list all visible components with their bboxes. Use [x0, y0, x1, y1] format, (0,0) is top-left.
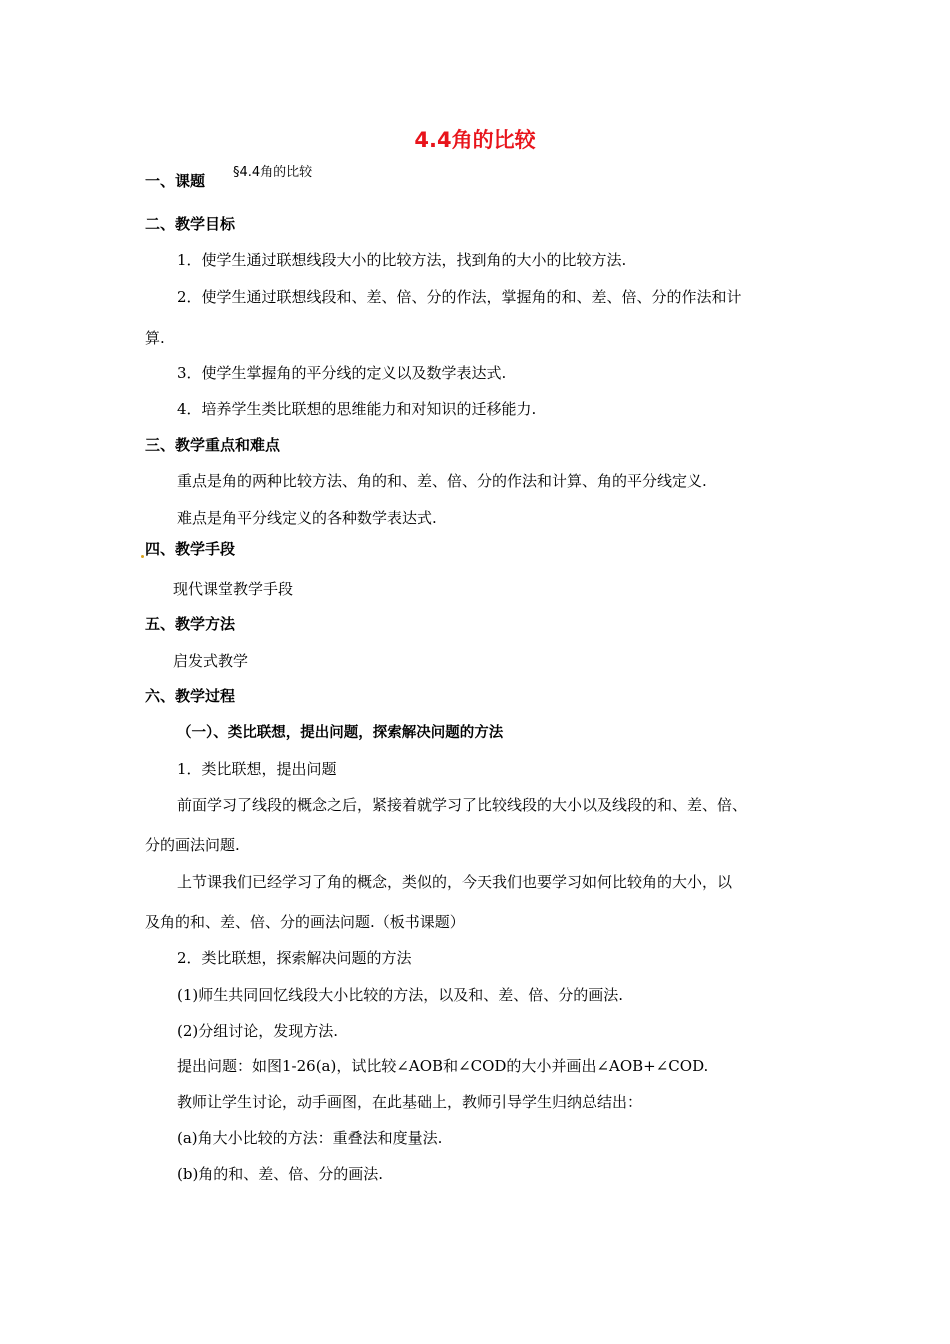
topic-name: §4.4角的比较 [233, 165, 313, 180]
heading-objectives: 二、教学目标 [145, 215, 236, 233]
process-line-3b: 及角的和、差、倍、分的画法问题.（板书课题） [145, 913, 465, 931]
process-line-9: (a)角大小比较的方法：重叠法和度量法. [177, 1129, 443, 1147]
heading-process: 六、教学过程 [145, 687, 236, 705]
objective-4: 4．培养学生类比联想的思维能力和对知识的迁移能力. [177, 400, 537, 418]
process-line-2b: 分的画法问题. [145, 836, 240, 854]
key-point: 重点是角的两种比较方法、角的和、差、倍、分的作法和计算、角的平分线定义. [177, 472, 707, 490]
process-line-3a: 上节课我们已经学习了角的概念，类似的，今天我们也要学习如何比较角的大小，以 [177, 873, 733, 891]
process-line-2a: 前面学习了线段的概念之后，紧接着就学习了比较线段的大小以及线段的和、差、倍、 [177, 796, 748, 814]
process-line-6: (2)分组讨论，发现方法. [177, 1022, 339, 1040]
document-title: 4.4角的比较 [414, 128, 536, 152]
objective-1: 1．使学生通过联想线段大小的比较方法，找到角的大小的比较方法. [177, 251, 627, 269]
teaching-means: 现代课堂教学手段 [173, 580, 294, 598]
teaching-method: 启发式教学 [173, 652, 249, 670]
objective-3: 3．使学生掌握角的平分线的定义以及数学表达式. [177, 364, 507, 382]
process-line-7: 提出问题：如图1-26(a)，试比较∠AOB和∠COD的大小并画出∠AOB+∠COD. [177, 1057, 709, 1075]
heading-method: 五、教学方法 [145, 615, 236, 633]
heading-means: 四、教学手段 [145, 540, 236, 558]
objective-2-line2: 算. [145, 329, 165, 347]
process-line-10: (b)角的和、差、倍、分的画法. [177, 1165, 384, 1183]
marker-dot [141, 555, 144, 558]
process-line-8: 教师让学生讨论，动手画图，在此基础上，教师引导学生归纳总结出： [177, 1093, 643, 1111]
process-line-5: (1)师生共同回忆线段大小比较的方法，以及和、差、倍、分的画法. [177, 986, 624, 1004]
process-subheading: （一）、类比联想，提出问题，探索解决问题的方法 [177, 725, 504, 741]
objective-2-line1: 2．使学生通过联想线段和、差、倍、分的作法，掌握角的和、差、倍、分的作法和计 [177, 288, 742, 306]
difficult-point: 难点是角平分线定义的各种数学表达式. [177, 509, 437, 527]
heading-topic: 一、课题 [145, 172, 206, 190]
process-line-4: 2．类比联想，探索解决问题的方法 [177, 949, 412, 967]
process-line-1: 1．类比联想，提出问题 [177, 760, 337, 778]
heading-key-points: 三、教学重点和难点 [145, 436, 281, 454]
